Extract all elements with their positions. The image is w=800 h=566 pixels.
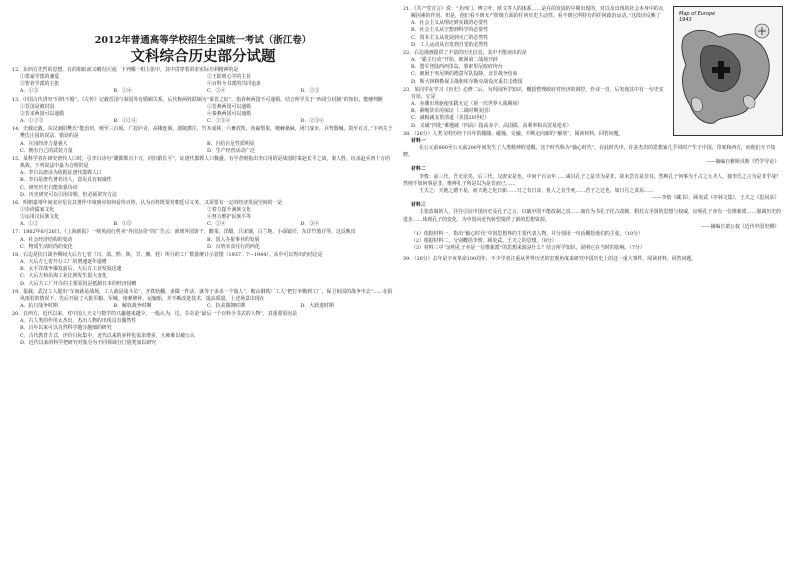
option: C．减税减支帮清退（美国20世纪） <box>411 115 490 122</box>
option: B．紧缩货币用保证（二战时期美国） <box>411 108 493 115</box>
material-2-heading: 材料二 <box>411 166 426 173</box>
option: C．被困于突尼斯的德意军队投降，北非战争结束 <box>411 71 518 78</box>
answer-choice: C．①④ <box>207 88 226 95</box>
option: B．自给自足性质明显 <box>207 140 255 147</box>
option: C．拥有自己的武装力量 <box>20 147 73 154</box>
option: ①崇尚儒家文化 <box>20 206 55 213</box>
question-stem: 23．某同学在学习《历史》必修二后，为巩固所学知识，概括整理政府对经济的调控，作诗一首。后发现其中有一句史实有误，它是 <box>403 86 664 100</box>
option: A．社会主义从理论到实践的必要性 <box>411 20 488 27</box>
option: D．斯大林格勒保卫战和库尔斯克战役沉重打击德国 <box>411 78 523 85</box>
question <box>12 252 394 288</box>
answer-choice: B．①③ <box>113 221 132 228</box>
material-2-text-b: 王夫之：天地之德不易，而天地之化日新……日之有日食，犹人之有生死……君子之过也，如日月之食焉…… <box>419 187 654 194</box>
exam-title: 2012年普通高等学校招生全国统一考试（浙江卷） <box>94 35 312 46</box>
option: D．历史研究可以引用诗歌，但必须讲究方法 <box>20 191 117 198</box>
sub-question: （2）根据材料二，分别概括李贽、顾炎武、王夫之的思想。（9分） <box>411 238 557 244</box>
question-stem: 22．右边漫画提供了丰富的历史信息，其中不能读出的是 <box>403 49 527 56</box>
option: A．赤潮市场驱使实践无定（第一次世界大战期间） <box>411 101 523 108</box>
question <box>12 289 394 310</box>
sub-question: （3）材料三中“证明孔子亦是一位维新派”的思想来源是什么？结合所学知识，说明它在当时的影响。（7分） <box>411 245 645 252</box>
option: C．资本主义从发展到灭亡的必然性 <box>411 34 489 41</box>
left-column <box>12 6 394 348</box>
option: ②晋燕两国可以通婚 <box>207 103 252 110</box>
question <box>12 67 394 96</box>
material-1-text: 在公元前800至公元前200年间发生了人类精神的觉醒。这个时代称为“轴心时代”，在此时代中，许多杰出的思想家几乎同时产生于中国、印度和西方，而他们互不知晓。 <box>403 144 776 159</box>
option-grid <box>12 104 394 118</box>
map-label <box>679 11 715 23</box>
material-2-source: ——李贽《藏书》，顾炎武《亭林文集》，王夫之《思问录》 <box>651 195 779 202</box>
left-question-list <box>12 67 394 347</box>
question-38 <box>403 131 785 253</box>
question <box>12 126 394 155</box>
option: ③运用汉民族文化 <box>20 214 60 221</box>
answer-choice: D．②③④ <box>300 118 324 125</box>
answer-choice: D．②③ <box>300 88 320 95</box>
answer-choices <box>12 88 394 95</box>
option: D．百姓衣食住行的西化 <box>207 243 260 250</box>
answer-choice: C．①③④ <box>207 118 231 125</box>
option: A．“霸主行动”开始，欧洲第二战场开辟 <box>411 57 498 64</box>
answer-choice: D．③④ <box>300 221 320 228</box>
option: C．古代教育方式，评价目标集中，近代以来的多样化需求增多，大师难以被公认 <box>20 332 195 339</box>
option: B．李白是唐代著名诗人，意见具有权威性 <box>20 177 112 184</box>
exam-subtitle: 文科综合历史部分试题 <box>130 48 276 65</box>
material-3-source: ——摘编自萧公权《近代中国史纲》 <box>700 223 779 230</box>
question-stem: 20．在西方，近代以来，对中国人天文与数学的兴趣越来越少，一般认为，达，芬奇是“最后一个百科全书式的人物”，其重要原因是 <box>12 311 298 318</box>
map-drawing <box>674 7 782 135</box>
option: ②着力提升满族文化 <box>207 206 252 213</box>
option: ④秦燕两国可以通婚 <box>207 110 252 117</box>
answer-choice: C．②④ <box>207 221 226 228</box>
question-38-stem: 38．（26分）人类文明历经千百年的随随、碰撞、交融，不断走向新的“解放”。阅读材料，回答问题。 <box>403 130 624 137</box>
answer-choices <box>12 221 394 228</box>
answer-choice: C．抗美援朝时期 <box>207 303 245 309</box>
option-grid <box>12 237 394 251</box>
answer-choice: A．抗日战争时期 <box>20 303 58 309</box>
option: ④努力维护民族平等 <box>207 214 252 221</box>
option: B．太平洋战争爆发前后，大后方工业发展迅速 <box>20 266 122 273</box>
map-label-title: Map of Europe <box>679 11 716 17</box>
question-stem: 21．《共产党宣言》说：“圣西门、傅立叶、欧文等人的体系……是在的发展的早期出现的，对以及出现的社会本身中的瓦解因素的作用。但是，他们看不到无产阶级方面的任何历史主动性、看不到它所特有的任何政治运动。”这段话反映了 <box>403 6 664 20</box>
option: A．庄园经济力量强大 <box>20 140 68 147</box>
option: D．大后方工厂开办的主要原因是抵制日本的经济侵略 <box>20 280 137 287</box>
option: ①晋国是被封国 <box>20 103 55 110</box>
question <box>12 156 394 199</box>
option-grid <box>12 141 394 155</box>
question-stem: 19．报载，武汉工人提出“车间就是战场，工人就是战斗员”，开铁轨翻，多做一件活，就等于多杀一个敌人”，鞍山钢铁厂工人“把打争搬到工厂，保卫祖国的战争中去”……在报风雨若的情况下，先后开展了大批军粮、军械、炮弹修补、运输船，并不断改进技术，提高质量。上述场景出现在 <box>12 288 393 302</box>
answer-choice: A．①② <box>20 221 39 228</box>
option: B．百年以来可以自然科学越分越细的研究 <box>20 325 112 332</box>
answer-choice: B．解放战争时期 <box>113 303 152 309</box>
answer-choices <box>12 118 394 125</box>
option: B．盟军登陆西西里岛，墨索里尼政府垮台 <box>411 64 503 71</box>
question-stem: 14．史载记载，东汉南阳樊氏“能治田，殖至三百顷。广起庐舍，高楼连阁，波陂灌注，竹木成林，六畜放牧，鱼嬴梨果，檀棘桑麻，闭门成市，兵弩器械，资至百万。”下列关于樊氏庄园的说法，错误的是 <box>12 126 393 140</box>
answer-choice: B．②④ <box>113 88 132 95</box>
material-1-heading: 材料一 <box>411 137 426 144</box>
answer-choice: A．①②③ <box>20 118 44 125</box>
option: ②王阳明心学的主旨 <box>207 74 252 81</box>
option: A．古人类的作用太杰出，杰出人物的出现具有偶然性 <box>20 318 137 325</box>
answer-choice: A．①③ <box>20 88 39 95</box>
option-grid <box>12 74 394 88</box>
question-stem: 18．右边是抗日战争期间大后方七省（川、滇、黔、陕、甘、湘、桂）所办的工厂数量统计示意图（1937．7—1944）。从中可以得出的结论是 <box>12 251 323 258</box>
option: B．社会主义从空想到科学的必要性 <box>411 27 488 34</box>
question <box>12 311 394 347</box>
option: C．研究历史只能依靠诗词 <box>20 184 78 191</box>
question-stem: 13．中国古代讲究“同姓不婚”。《左传》记载晋国与秦国等有婚姻关系，后代称两姓联姻为“秦晋之好”，指春秋两国不可通婚。结合所学关于“西周分封制”的知识，能够判断 <box>12 96 383 103</box>
sub-question: （1）依据材料一，指出“轴心时代”中国思想界的主要代表人物，并分别用一句话概括他们的主张。（10分） <box>411 230 643 237</box>
option: D．近代以来的科学把研究对象分为不同领域分门别类加以研究 <box>20 339 156 346</box>
question-stem: 16．明朝嘉靖年间宋应星在其著作中谈到应如何看待百姓，认为百姓既要对朝廷尽义务，又需要有一定的经济发展空间的一是 <box>12 199 283 206</box>
answer-choices <box>12 303 394 310</box>
question <box>403 6 785 49</box>
option: ③晋宋两国可以通婚 <box>20 110 65 117</box>
option: C．物质生活时尚的变化 <box>20 243 73 250</box>
option: ③智者学派的主张 <box>20 81 60 88</box>
option: A．社会经济结构的变动 <box>20 236 73 243</box>
map-label-year: 1943 <box>679 17 692 23</box>
option: ①墨家学派的兼爱 <box>20 74 60 81</box>
option: D．又破“四化”难题破（四高）指高赤字、高国债、高利率和高贸易逆差） <box>411 122 572 129</box>
question <box>12 200 394 229</box>
option-grid <box>12 207 394 221</box>
option: C．大后方和沿海工业比例发生很大变化 <box>20 273 107 280</box>
option: A．大后方七省开办工厂的增速逐年递增 <box>20 259 107 266</box>
option: A．李白以唐诗为依据证唐代邯郸人口 <box>20 170 102 177</box>
question-stem: 15．某科学者在研究唐代人口时，引李白诗句“溉邯郸百十万，同归陷长平”，证唐代邯郸人口极盛。有学者则指出李白用的是战国时秦赵长平之战，秦人胜，坑杀赵兵四十万的典故。下列说法中最为合理的是 <box>12 155 391 170</box>
material-2-text-a: 李贽：前三代，吾无论矣。后三代，汉唐宋是也。中间千百余年……咸以孔子之是非为是非，故未尝有是非耳。然则孔子何事为千古之大圣人，独李氏之言为是非乎哉？然则不如何事是非，惟辨孔子所是以为是非而已…… <box>403 173 781 187</box>
answer-choice: D．大跃进时期 <box>300 303 334 309</box>
option: ④百科全书派的共同追求 <box>207 81 261 88</box>
right-column <box>403 6 785 264</box>
europe-cartoon-map <box>673 6 783 136</box>
option: D．工人运动从自发到自觉的必然性 <box>411 41 489 48</box>
option: D．生产经营活动广泛 <box>207 147 255 154</box>
question <box>12 229 394 250</box>
question-39 <box>403 256 785 263</box>
question <box>12 97 394 126</box>
option: B．国人办报事业的发展 <box>207 236 260 243</box>
material-3-heading: 材料三 <box>411 202 426 209</box>
question-stem: 17．1862年6月26日，《上海新报》一则英商行售卖“外国杂货”的广告云：新到外国饼干，酸菜，洋醋，吕宋烟，白兰地，小面镜仔，东洋竹篮仔等。这反映出 <box>12 229 356 236</box>
material-3-text: 主张改制的人，往往引证中国历史及孔子之言，以破中国不能改制之说……康有为书孔子托古改制，假托古圣贤的思想与权威，证明孔子亦有一位维新派……强调历史的进步……体现孔子的变化，为中国向近代转型提供了新的思想资源。 <box>403 209 781 223</box>
question-stem: 12．东西方先哲的思想，有的相似而又略有区别，下列哪一组主张中，其中贯穿着讲求实际功利精神的是 <box>12 67 239 73</box>
material-1-source: ——摘编自雅斯贝斯《哲学导论》 <box>705 159 779 166</box>
question-39-stem: 39．（26分）去年是辛亥革命100周年，不少学者注重从世界历史的宏观角度来研究中国历史上的这一重大事件。阅读材料，回答问题。 <box>403 256 697 263</box>
answer-choice: B．①②④ <box>113 118 137 125</box>
right-question-list <box>403 6 785 130</box>
